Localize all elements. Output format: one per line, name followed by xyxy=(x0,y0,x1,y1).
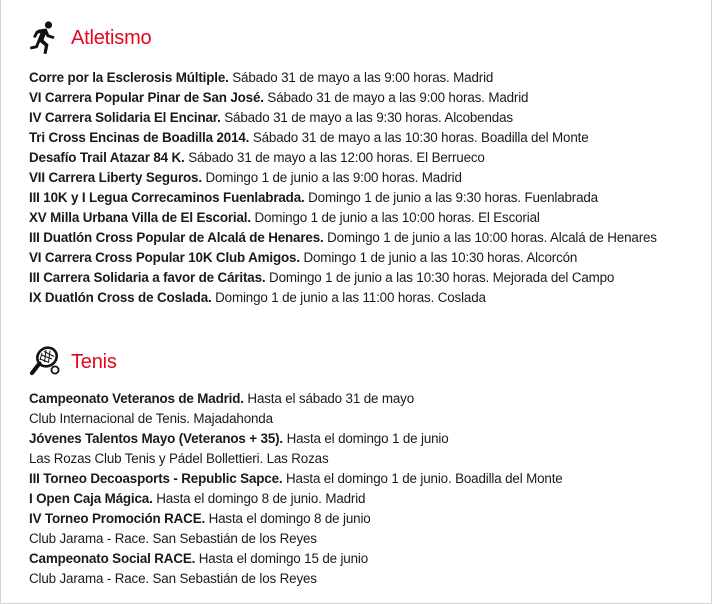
athletics-title: Atletismo xyxy=(71,27,152,49)
event-details: Hasta el sábado 31 de mayo xyxy=(243,391,414,406)
event-line xyxy=(29,88,709,108)
event-line xyxy=(29,569,709,589)
event-details: Las Rozas Club Tenis y Pádel Bollettieri. Las Rozas xyxy=(29,451,329,466)
event-details: Hasta el domingo 8 de junio. Madrid xyxy=(152,491,366,506)
event-details: Domingo 1 de junio a las 10:30 horas. Alcorcón xyxy=(299,250,578,265)
event-details: Sábado 31 de mayo a las 12:00 horas. El Berrueco xyxy=(184,150,485,165)
event-line xyxy=(29,389,709,409)
tennis-event-list xyxy=(29,389,709,589)
page-border-left xyxy=(0,0,1,604)
event-line xyxy=(29,228,709,248)
event-name: Campeonato Social RACE. xyxy=(29,551,196,566)
event-name: VII Carrera Liberty Seguros. xyxy=(29,170,202,185)
event-name: XV Milla Urbana Villa de El Escorial. xyxy=(29,210,251,225)
event-details: Domingo 1 de junio a las 9:00 horas. Madrid xyxy=(201,170,462,185)
event-name: I Open Caja Mágica. xyxy=(29,491,153,506)
event-name: III Duatlón Cross Popular de Alcalá de Henares. xyxy=(29,230,324,245)
event-details: Domingo 1 de junio a las 11:00 horas. Coslada xyxy=(211,290,486,305)
event-line xyxy=(29,429,709,449)
athletics-section xyxy=(29,18,709,308)
event-name: Desafío Trail Atazar 84 K. xyxy=(29,150,185,165)
event-details: Club Internacional de Tenis. Majadahonda xyxy=(29,411,273,426)
event-line xyxy=(29,188,709,208)
event-details: Hasta el domingo 1 de junio. Boadilla del Monte xyxy=(282,471,563,486)
tennis-racket-icon xyxy=(29,345,59,379)
event-name: III Carrera Solidaria a favor de Cáritas. xyxy=(29,270,266,285)
athletics-header xyxy=(29,18,709,58)
tennis-section xyxy=(29,342,709,589)
event-name: IV Carrera Solidaria El Encinar. xyxy=(29,110,221,125)
event-line xyxy=(29,288,709,308)
event-details: Sábado 31 de mayo a las 9:00 horas. Madrid xyxy=(228,70,494,85)
tennis-header xyxy=(29,342,709,382)
event-details: Hasta el domingo 8 de junio xyxy=(205,511,371,526)
event-name: IV Torneo Promoción RACE. xyxy=(29,511,206,526)
tennis-title: Tenis xyxy=(71,351,117,373)
event-line xyxy=(29,108,709,128)
event-name: Campeonato Veteranos de Madrid. xyxy=(29,391,244,406)
event-line xyxy=(29,449,709,469)
event-name: VI Carrera Cross Popular 10K Club Amigos. xyxy=(29,250,300,265)
event-line xyxy=(29,529,709,549)
event-name: VI Carrera Popular Pinar de San José. xyxy=(29,90,264,105)
event-line xyxy=(29,248,709,268)
event-line xyxy=(29,549,709,569)
event-details: Hasta el domingo 15 de junio xyxy=(195,551,369,566)
event-details: Domingo 1 de junio a las 10:00 horas. Alcalá de Henares xyxy=(323,230,657,245)
event-details: Sábado 31 de mayo a las 9:30 horas. Alcobendas xyxy=(220,110,513,125)
event-line xyxy=(29,489,709,509)
event-line xyxy=(29,128,709,148)
event-details: Sábado 31 de mayo a las 10:30 horas. Boadilla del Monte xyxy=(249,130,589,145)
event-line xyxy=(29,469,709,489)
event-name: Tri Cross Encinas de Boadilla 2014. xyxy=(29,130,250,145)
event-line xyxy=(29,268,709,288)
event-details: Sábado 31 de mayo a las 9:00 horas. Madrid xyxy=(263,90,529,105)
event-name: Corre por la Esclerosis Múltiple. xyxy=(29,70,229,85)
event-line xyxy=(29,148,709,168)
event-details: Domingo 1 de junio a las 10:00 horas. El Escorial xyxy=(250,210,540,225)
event-details: Club Jarama - Race. San Sebastián de los Reyes xyxy=(29,571,317,586)
event-details: Club Jarama - Race. San Sebastián de los Reyes xyxy=(29,531,317,546)
event-details: Hasta el domingo 1 de junio xyxy=(283,431,449,446)
event-details: Domingo 1 de junio a las 10:30 horas. Mejorada del Campo xyxy=(265,270,615,285)
event-name: III Torneo Decoasports - Republic Sapce. xyxy=(29,471,283,486)
athletics-event-list xyxy=(29,68,709,308)
event-line xyxy=(29,509,709,529)
event-line xyxy=(29,208,709,228)
runner-icon xyxy=(29,21,59,55)
event-details: Domingo 1 de junio a las 9:30 horas. Fuenlabrada xyxy=(304,190,598,205)
event-name: Jóvenes Talentos Mayo (Veteranos + 35). xyxy=(29,431,284,446)
event-name: III 10K y I Legua Correcaminos Fuenlabrada. xyxy=(29,190,305,205)
event-line xyxy=(29,168,709,188)
event-name: IX Duatlón Cross de Coslada. xyxy=(29,290,212,305)
event-line xyxy=(29,409,709,429)
event-line xyxy=(29,68,709,88)
